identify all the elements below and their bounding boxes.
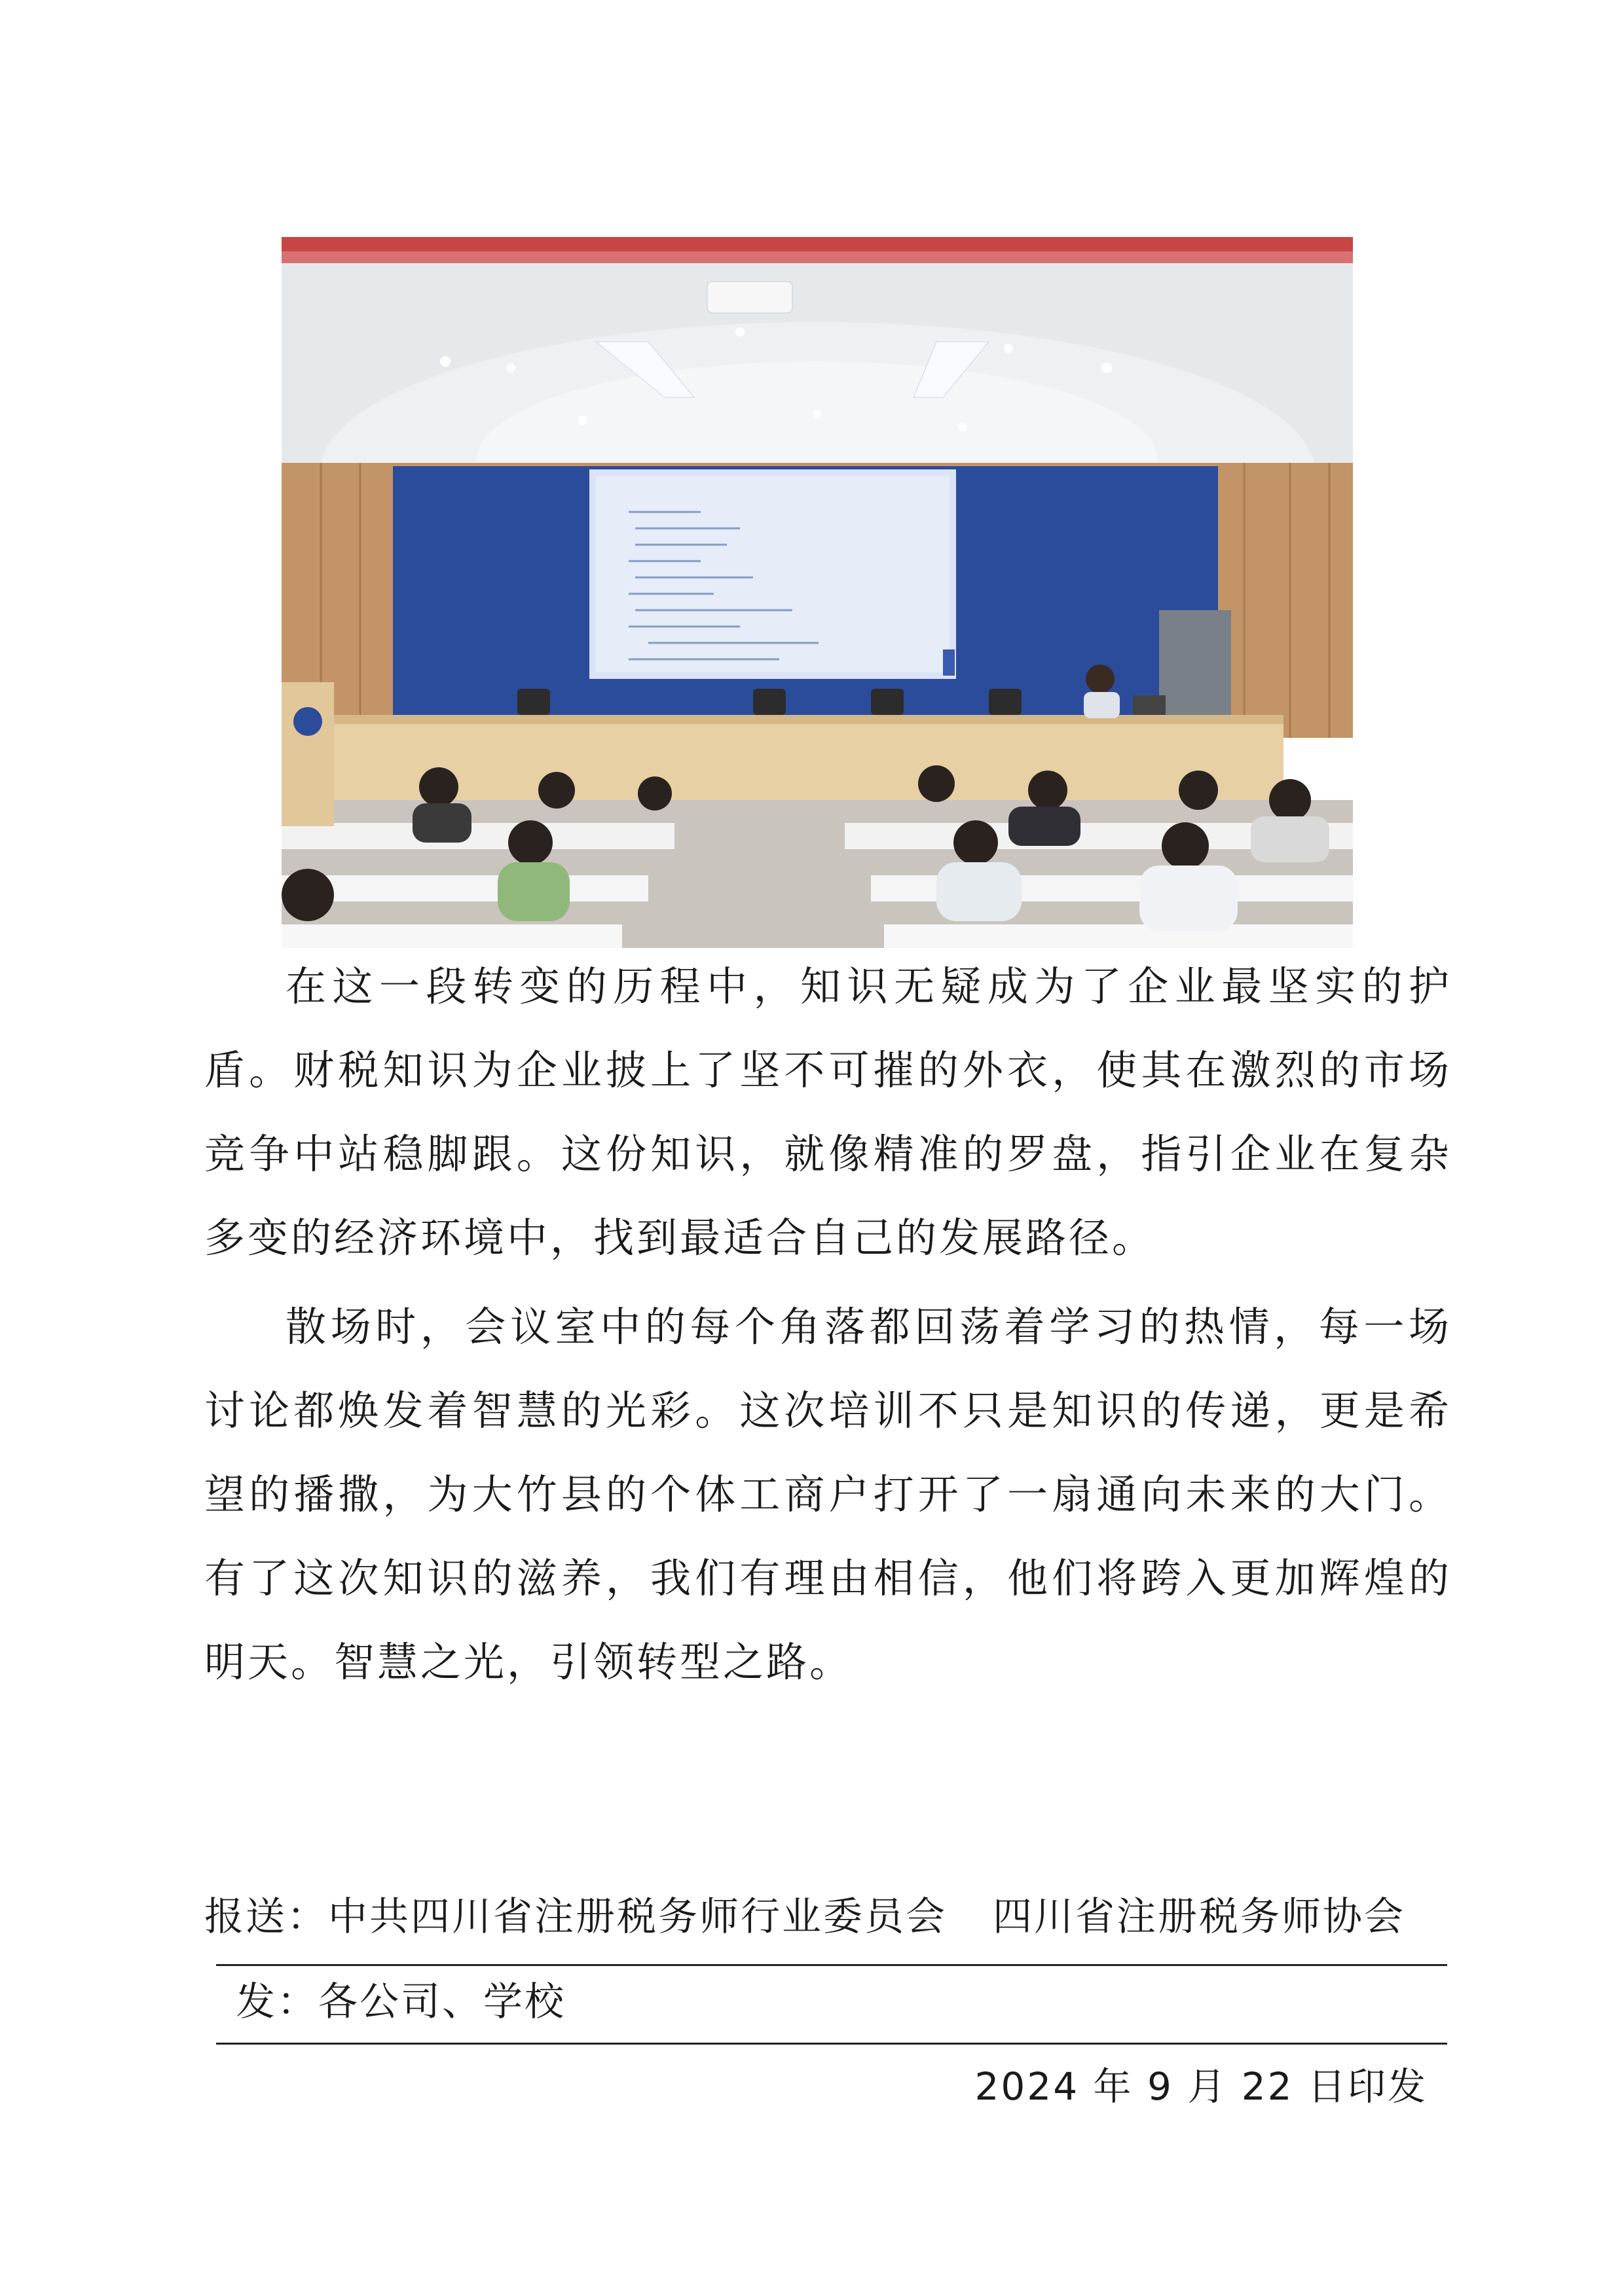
- report-org-1: 中共四川省注册税务师行业委员会: [328, 1894, 947, 1940]
- divider-rule: [216, 1964, 1447, 1966]
- conference-photo: [282, 237, 1353, 948]
- report-org-2: 四川省注册税务师协会: [993, 1894, 1405, 1940]
- send-label: 发：: [236, 1979, 318, 2025]
- divider-rule: [216, 2043, 1447, 2045]
- paragraph-closing: 散场时，会议室中的每个角落都回荡着学习的热情，每一场讨论都焕发着智慧的光彩。这次培训不只是知识的传递，更是希望的播撒，为大竹县的个体工商户打开了一扇通向未来的大门。有了这次知识的滋养，我们有理由相信，他们将跨入更加辉煌的明天。智慧之光，引领转型之路。: [204, 1303, 1452, 1686]
- paragraph-knowledge: 在这一段转变的历程中，知识无疑成为了企业最坚实的护盾。财税知识为企业披上了坚不可摧的外衣，使其在激烈的市场竞争中站稳脚跟。这份知识，就像精准的罗盘，指引企业在复杂多变的经济环境中，找到最适合自己的发展路径。: [204, 962, 1452, 1262]
- report-line: [204, 1886, 1405, 1942]
- send-targets: 各公司、学校: [318, 1979, 566, 2025]
- send-line: [236, 1971, 566, 2027]
- print-date: 2024 年 9 月 22 日印发: [974, 2064, 1428, 2109]
- report-label: 报送：: [204, 1894, 328, 1940]
